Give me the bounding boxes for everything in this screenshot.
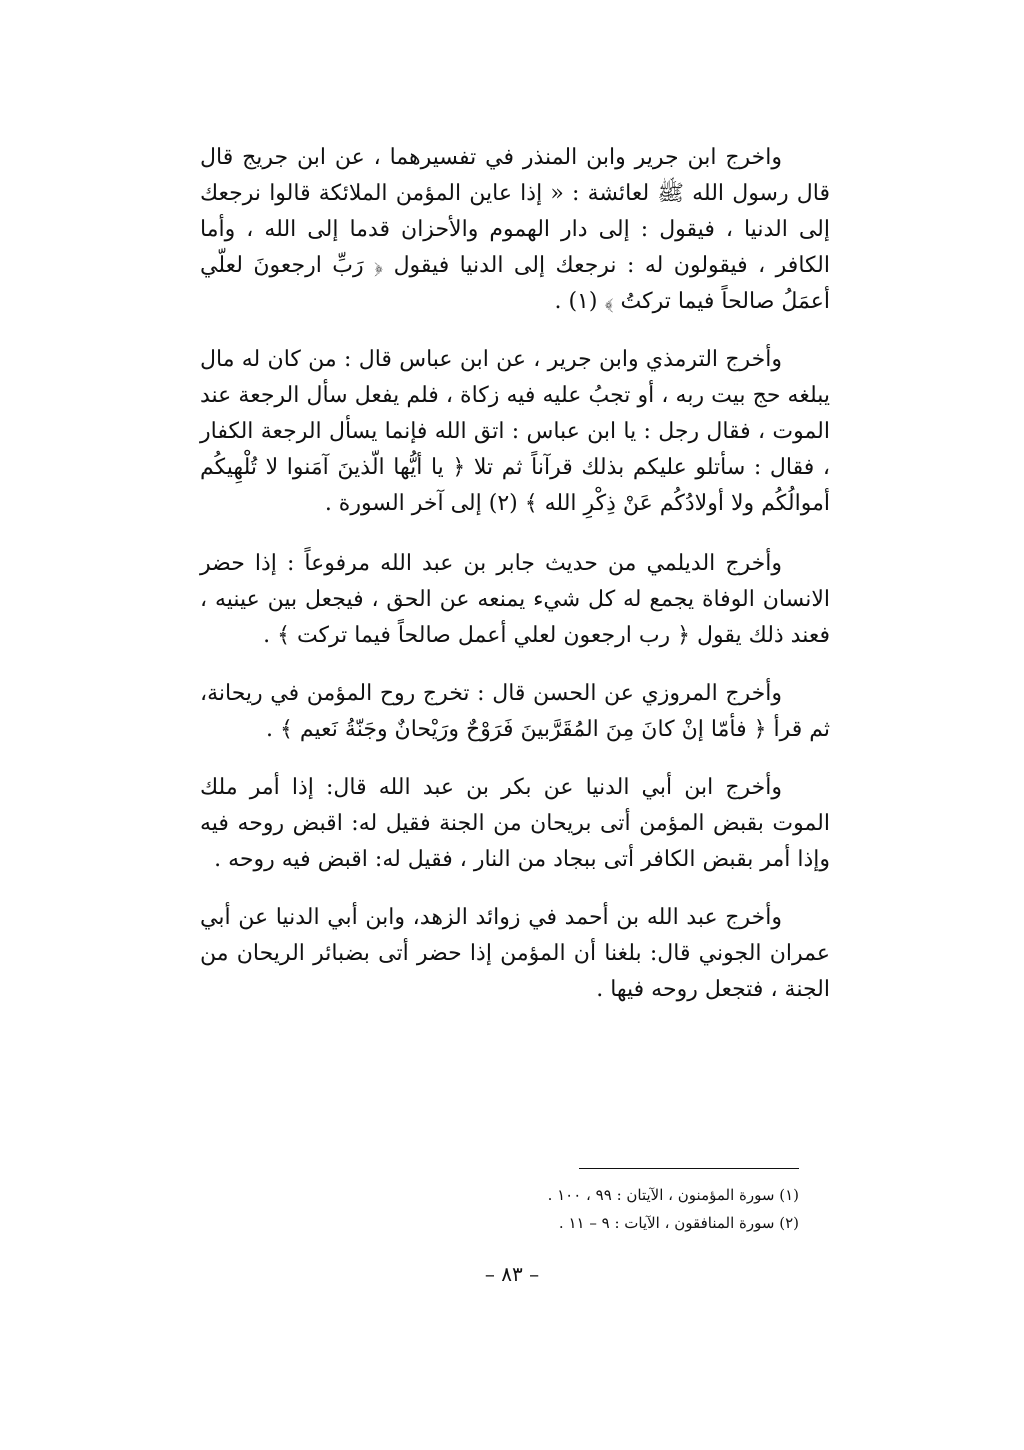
footnote-1: (١) سورة المؤمنون ، الآيتان : ٩٩ ، ١٠٠ . [547, 1186, 799, 1204]
paragraph-6: وأخرج عبد الله بن أحمد في زوائد الزهد، وابن أبي الدنيا عن أبي عمران الجوني قال: بلغنا أن المؤمن إذا حضر أتى بضبائر الريحان من الجنة ، فتجعل روحه فيها . [200, 905, 830, 1002]
paragraph-2: وأخرج الترمذي وابن جرير ، عن ابن عباس قال : من كان له مال يبلغه حج بيت ربه ، أو تجبُ عليه فيه زكاة ، فلم يفعل سأل الرجعة عند الموت ، فقال رجل : يا ابن عباس : اتق الله فإنما يسأل الرجعة الكفار ، فقال : سأتلو عليكم بذلك قرآناً ثم تلا ﴿ يا أيُّها الّذينَ آمَنوا لا تُلْهِيكُم أموالُكُم ولا أولادُكُم عَنْ ذِكْرِ الله ﴾ (٢) إلى آخر السورة . [200, 347, 830, 516]
footnote-2: (٢) سورة المنافقون ، الآيات : ٩ – ١١ . [558, 1214, 799, 1232]
footnotes [547, 1168, 799, 1237]
footnote-divider [579, 1168, 799, 1169]
page-body [200, 140, 830, 1030]
paragraph-4: وأخرج المروزي عن الحسن قال : تخرج روح المؤمن في ريحانة، ثم قرأ ﴿ فأمّا إنْ كانَ مِنَ المُقَرَّبينَ فَرَوْحٌ ورَيْحانٌ وجَنّةُ نَعيم ﴾ . [200, 681, 830, 742]
page-number: – ٨٣ – [484, 1262, 540, 1286]
paragraph-5: وأخرج ابن أبي الدنيا عن بكر بن عبد الله قال: إذا أمر ملك الموت بقبض المؤمن أتى بريحان من الجنة فقيل له: اقبض روحه فيه وإذا أمر بقبض الكافر أتى ببجاد من النار ، فقيل له: اقبض فيه روحه . [200, 775, 830, 872]
paragraph-1: واخرج ابن جرير وابن المنذر في تفسيرهما ، عن ابن جريج قال قال رسول الله ﷺ لعائشة : « إذا عاين المؤمن الملائكة قالوا نرجعك إلى الدنيا ، فيقول : إلى دار الهموم والأحزان قدما إلى الله ، وأما الكافر ، فيقولون له : نرجعك إلى الدنيا فيقول ﴿ رَبِّ ارجعونَ لعلّي أعمَلُ صالحاً فيما تركتُ ﴾ (١) . [200, 145, 830, 314]
paragraph-3: وأخرج الديلمي من حديث جابر بن عبد الله مرفوعاً : إذا حضر الانسان الوفاة يجمع له كل شيء يمنعه عن الحق ، فيجعل بين عينيه ، فعند ذلك يقول ﴿ رب ارجعون لعلي أعمل صالحاً فيما تركت ﴾ . [200, 551, 830, 648]
